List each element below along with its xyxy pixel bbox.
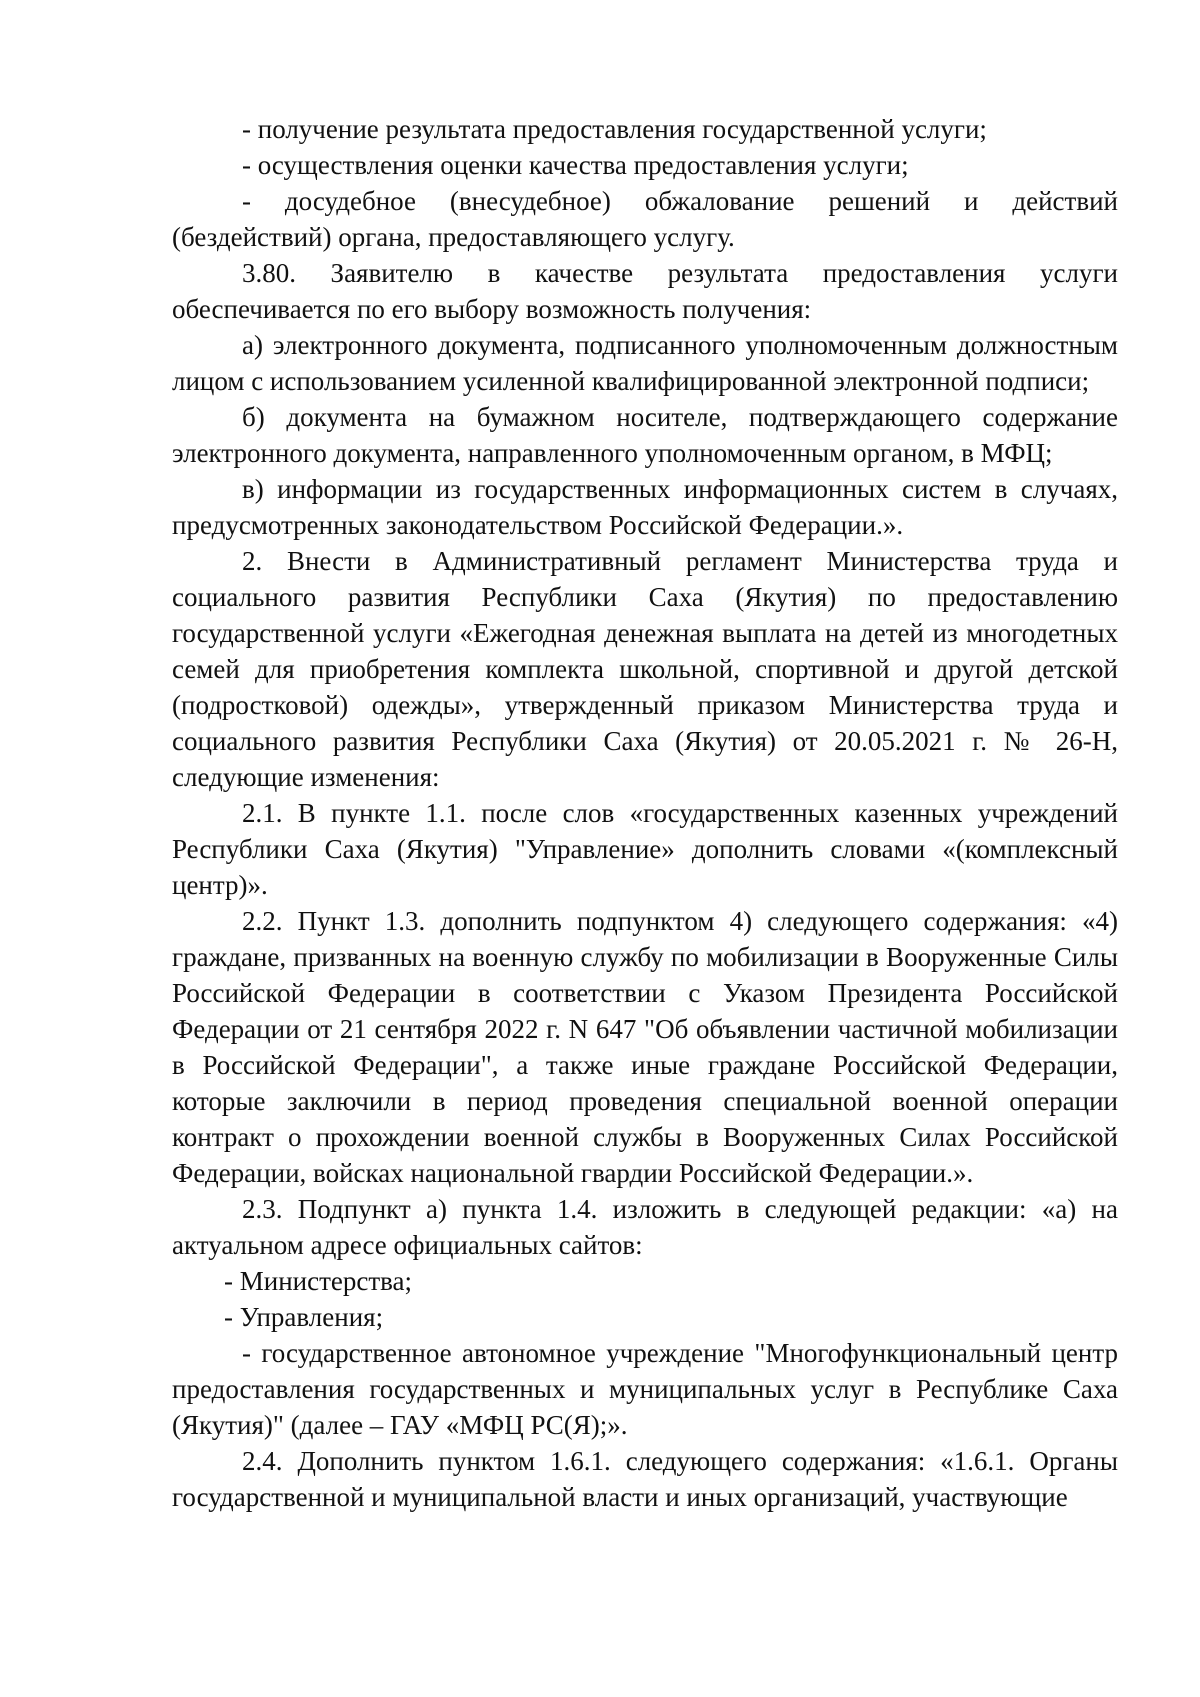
document-body bbox=[172, 111, 1118, 1515]
paragraph: - досудебное (внесудебное) обжалование решений и действий (бездействий) органа, предоставляющего услугу. bbox=[172, 186, 1118, 252]
paragraph: а) электронного документа, подписанного уполномоченным должностным лицом с использованием усиленной квалифицированной электронной подписи; bbox=[172, 330, 1118, 396]
paragraph: 2.2. Пункт 1.3. дополнить подпунктом 4) следующего содержания: «4) граждане, призванных на военную службу по мобилизации в Вооруженные Силы Российской Федерации в соответствии с Указом Президента Российской Федерации от 21 сентября 2022 г. N 647 "Об объявлении частичной мобилизации в Российской Федерации", а также иные граждане Российской Федерации, которые заключили в период проведения специальной военной операции контракт о прохождении военной службы в Вооруженных Силах Российской Федерации, войсках национальной гвардии Российской Федерации.». bbox=[172, 906, 1118, 1188]
paragraph: в) информации из государственных информационных систем в случаях, предусмотренных законодательством Российской Федерации.». bbox=[172, 474, 1118, 540]
paragraph: 3.80. Заявителю в качестве результата предоставления услуги обеспечивается по его выбору возможность получения: bbox=[172, 258, 1118, 324]
paragraph: 2.3. Подпункт а) пункта 1.4. изложить в следующей редакции: «а) на актуальном адресе официальных сайтов: bbox=[172, 1194, 1118, 1260]
paragraph: 2. Внести в Административный регламент Министерства труда и социального развития Республики Саха (Якутия) по предоставлению государственной услуги «Ежегодная денежная выплата на детей из многодетных семей для приобретения комплекта школьной, спортивной и другой детской (подростковой) одежды», утвержденный приказом Министерства труда и социального развития Республики Саха (Якутия) от 20.05.2021 г. № 26-Н, следующие изменения: bbox=[172, 546, 1118, 792]
paragraph: - осуществления оценки качества предоставления услуги; bbox=[242, 150, 909, 180]
paragraph: - государственное автономное учреждение "Многофункциональный центр предоставления государственных и муниципальных услуг в Республике Саха (Якутия)" (далее – ГАУ «МФЦ РС(Я);». bbox=[172, 1338, 1118, 1440]
paragraph: б) документа на бумажном носителе, подтверждающего содержание электронного документа, направленного уполномоченным органом, в МФЦ; bbox=[172, 402, 1118, 468]
paragraph: 2.1. В пункте 1.1. после слов «государственных казенных учреждений Республики Саха (Якутия) "Управление» дополнить словами «(комплексный центр)». bbox=[172, 798, 1118, 900]
paragraph: 2.4. Дополнить пунктом 1.6.1. следующего содержания: «1.6.1. Органы государственной и муниципальной власти и иных организаций, участвующие bbox=[172, 1446, 1118, 1512]
paragraph: - Министерства; bbox=[224, 1266, 413, 1296]
paragraph: - Управления; bbox=[224, 1302, 384, 1332]
paragraph: - получение результата предоставления государственной услуги; bbox=[242, 114, 987, 144]
